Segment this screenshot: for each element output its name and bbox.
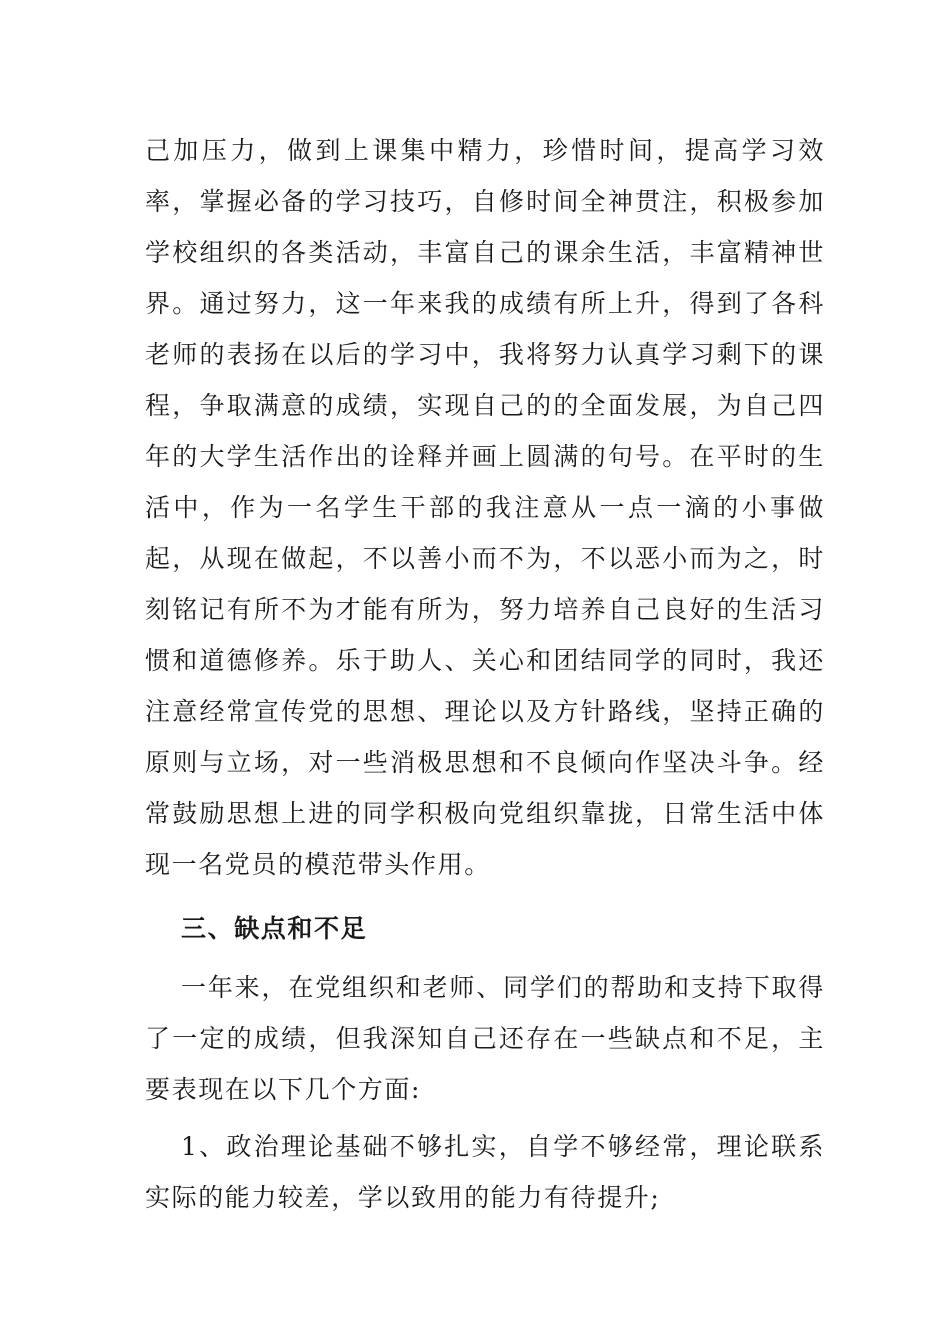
section-heading: 三、缺点和不足 [181, 914, 368, 943]
document-body [145, 125, 825, 1223]
list-item-1: 1、政治理论基础不够扎实，自学不够经常，理论联系实际的能力较差，学以致用的能力有待提升; [145, 1132, 825, 1212]
spacer [145, 890, 825, 896]
paragraph-intro: 一年来，在党组织和老师、同学们的帮助和支持下取得了一定的成绩，但我深知自己还存在一些缺点和不足，主要表现在以下几个方面: [145, 973, 825, 1104]
paragraph-continued: 己加压力，做到上课集中精力，珍惜时间，提高学习效率，掌握必备的学习技巧，自修时间全神贯注，积极参加学校组织的各类活动，丰富自己的课余生活，丰富精神世界。通过努力，这一年来我的成绩有所上升，得到了各科老师的表扬在以后的学习中，我将努力认真学习剩下的课程，争取满意的成绩，实现自己的的全面发展，为自己四年的大学生活作出的诠释并画上圆满的句号。在平时的生活中，作为一名学生干部的我注意从一点一滴的小事做起，从现在做起，不以善小而不为，不以恶小而为之，时刻铭记有所不为才能有所为，努力培养自己良好的生活习惯和道德修养。乐于助人、关心和团结同学的同时，我还注意经常宣传党的思想、理论以及方针路线，坚持正确的原则与立场，对一些消极思想和不良倾向作坚决斗争。经常鼓励思想上进的同学积极向党组织靠拢，日常生活中体现一名党员的模范带头作用。 [145, 136, 825, 879]
